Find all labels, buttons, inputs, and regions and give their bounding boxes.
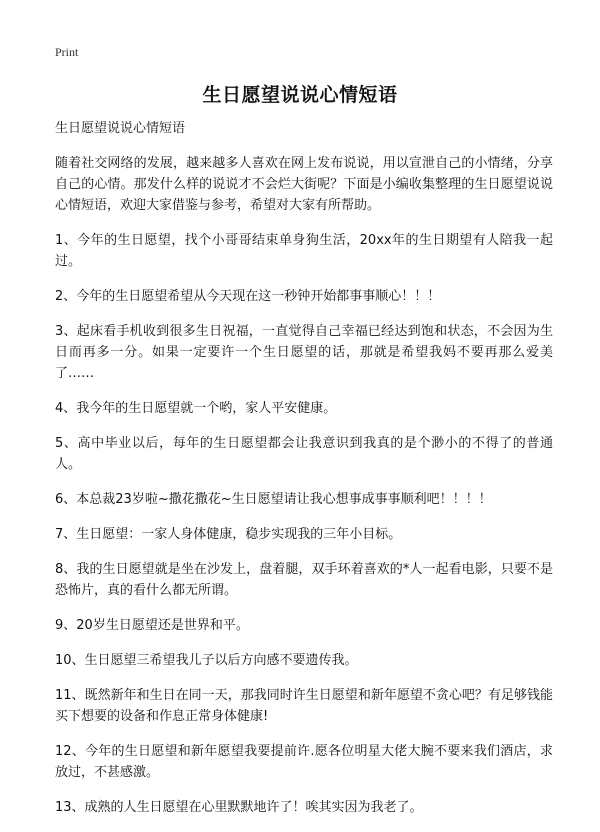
list-item: 1、今年的生日愿望，找个小哥哥结束单身狗生活，20xx年的生日期望有人陪我一起过。: [55, 233, 553, 269]
list-item: 4、我今年的生日愿望就一个哟，家人平安健康。: [55, 401, 337, 416]
document-subtitle: 生日愿望说说心情短语: [55, 121, 186, 136]
list-item: 12、今年的生日愿望和新年愿望我要提前许.愿各位明星大佬大腕不要来我们酒店，求放过，不甚感激。: [55, 744, 553, 780]
intro-paragraph: 随着社交网络的发展，越来越多人喜欢在网上发布说说，用以宣泄自己的小情绪，分享自己的心情。那发什么样的说说才不会烂大街呢？下面是小编收集整理的生日愿望说说心情短语，欢迎大家借鉴与参考，希望对大家有所帮助。: [55, 156, 553, 213]
document-body: [55, 118, 553, 832]
list-item: 13、成熟的人生日愿望在心里默默地许了！唉其实因为我老了。: [55, 800, 423, 815]
list-item: 11、既然新年和生日在同一天，那我同时许生日愿望和新年愿望不贪心吧？有足够钱能买下想要的设备和作息正常身体健康!: [55, 688, 553, 724]
list-item: 2、今年的生日愿望希望从今天现在这一秒钟开始都事事顺心！！！: [55, 289, 441, 304]
list-item: 5、高中毕业以后，每年的生日愿望都会让我意识到我真的是个渺小的不得了的普通人。: [55, 436, 553, 472]
list-item: 7、生日愿望：一家人身体健康，稳步实现我的三年小目标。: [55, 527, 402, 542]
list-item: 6、本总裁23岁啦~撒花撒花~生日愿望请让我心想事成事事顺利吧！！！！: [55, 492, 492, 507]
list-item: 8、我的生日愿望就是坐在沙发上，盘着腿，双手环着喜欢的*人一起看电影，只要不是恐怖片，真的看什么都无所谓。: [55, 562, 553, 598]
page-title: 生日愿望说说心情短语: [202, 84, 398, 106]
list-item: 9、20岁生日愿望还是世界和平。: [55, 618, 249, 633]
list-item: 3、起床看手机收到很多生日祝福，一直觉得自己幸福已经达到饱和状态，不会因为生日而再多一分。如果一定要许一个生日愿望的话，那就是希望我妈不要再那么爱美了……: [55, 324, 553, 381]
print-label: Print: [55, 45, 79, 59]
list-item: 10、生日愿望三希望我儿子以后方向感不要遗传我。: [55, 653, 358, 668]
